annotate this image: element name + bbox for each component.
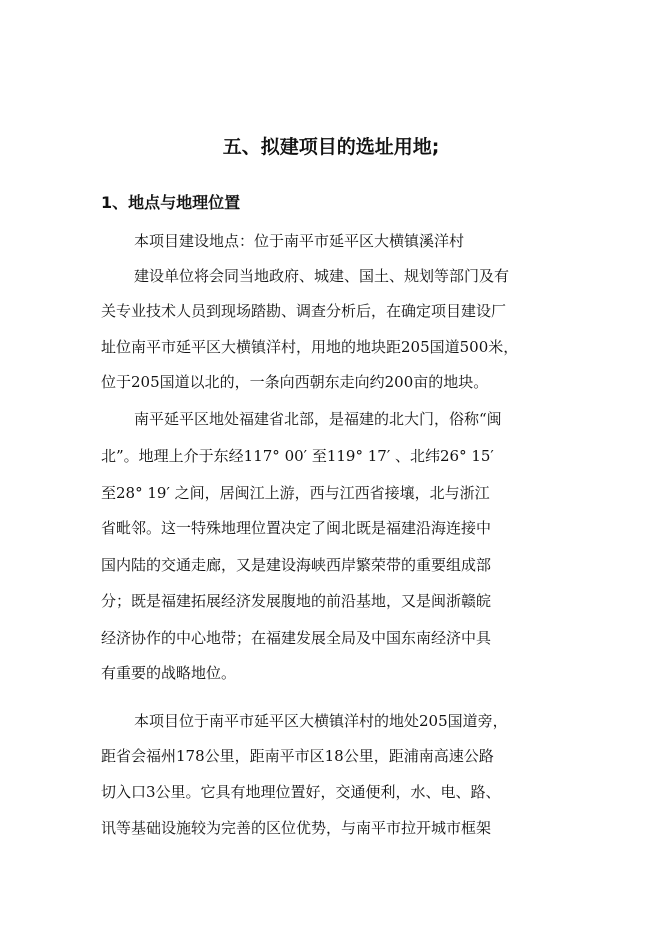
paragraph-transport-line: 切入口3公里。它具有地理位置好，交通便利，水、电、路、 — [101, 783, 501, 801]
paragraph-geography-line: 分；既是福建拓展经济发展腹地的前沿基地，又是闽浙赣皖 — [101, 592, 492, 610]
subheading-location: 1、地点与地理位置 — [101, 193, 241, 212]
paragraph-geography-line: 经济协作的中心地带；在福建发展全局及中国东南经济中具 — [101, 629, 492, 647]
paragraph-transport-line: 距省会福州178公里，距南平市区18公里，距浦南高速公路 — [101, 747, 494, 765]
paragraph-geography-line: 有重要的战略地位。 — [101, 664, 237, 682]
paragraph-geography-line: 省毗邻。这一特殊地理位置决定了闽北既是福建沿海连接中 — [101, 519, 492, 537]
paragraph-project-site-line: 本项目建设地点：位于南平市延平区大横镇溪洋村 — [134, 232, 465, 250]
paragraph-site-selection-line: 址位南平市延平区大横镇洋村，用地的地块距205国道500米， — [101, 338, 519, 356]
paragraph-geography-line: 北”。地理上介于东经117° 00′ 至119° 17′ 、北纬26° 15′ — [101, 447, 494, 465]
paragraph-site-selection-line: 位于205国道以北的，一条向西朝东走向约200亩的地块。 — [101, 373, 489, 391]
paragraph-transport-line: 本项目位于南平市延平区大横镇洋村的地处205国道旁， — [134, 712, 508, 730]
paragraph-geography-line: 国内陆的交通走廊，又是建设海峡西岸繁荣带的重要组成部 — [101, 556, 492, 574]
paragraph-geography-line: 南平延平区地处福建省北部，是福建的北大门，俗称“闽 — [134, 410, 502, 428]
section-title: 五、拟建项目的选址用地; — [222, 136, 440, 158]
paragraph-geography-line: 至28° 19′ 之间，居闽江上游，西与江西省接壤，北与浙江 — [101, 484, 490, 502]
paragraph-site-selection-line: 关专业技术人员到现场踏勘、调查分析后，在确定项目建设厂 — [101, 302, 507, 320]
paragraph-site-selection-line: 建设单位将会同当地政府、城建、国土、规划等部门及有 — [134, 267, 510, 285]
paragraph-transport-line: 讯等基础设施较为完善的区位优势，与南平市拉开城市框架 — [101, 819, 492, 837]
